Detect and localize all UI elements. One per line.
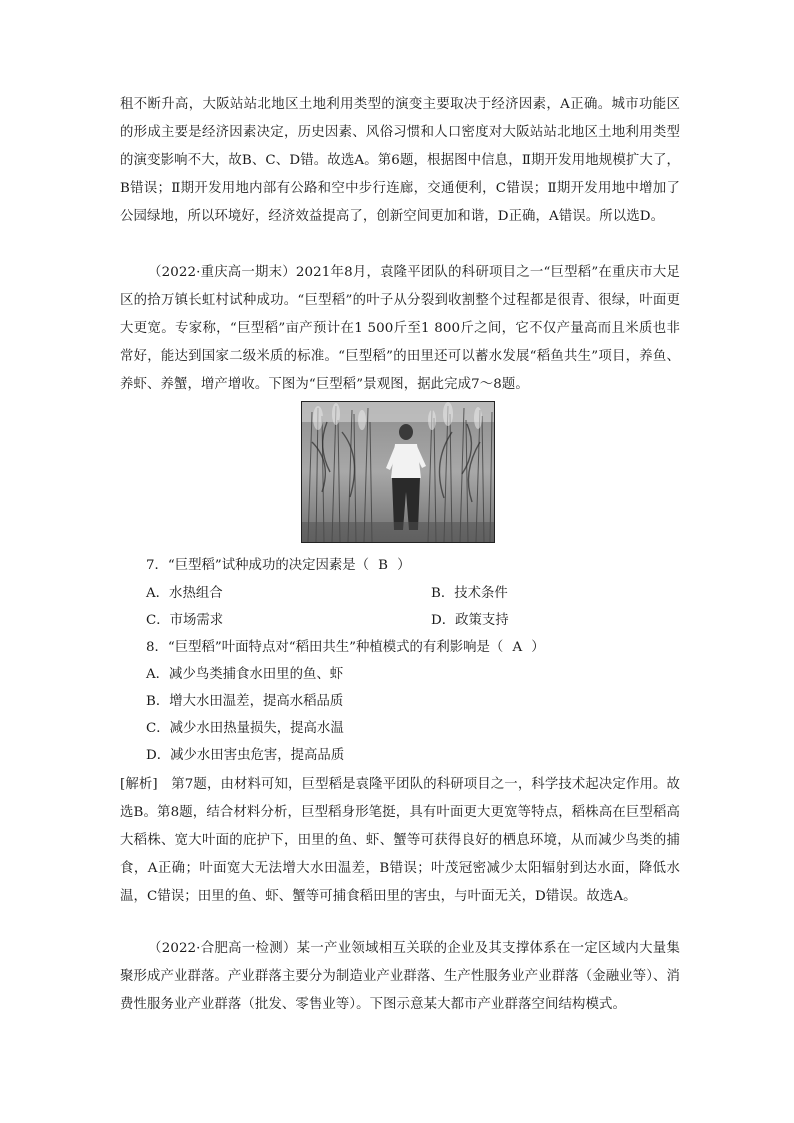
analysis-text: 第7题，由材料可知，巨型稻是袁隆平团队的科研项目之一，科学技术起决定作用。故选B。第8题，结合材料分析，巨型稻身形笔挺，具有叶面更大更宽等特点，稻株高在巨型稻高大稻株、宽大叶面的庇护下，田里的鱼、虾、蟹等可获得良好的栖息环境，从而减少鸟类的捕食，A正确；叶面宽大无法增大水田温差，B错误；叶茂冠密减少太阳辐射到达水面，降低水温，C错误；田里的鱼、虾、蟹等可捕食稻田里的害虫，与叶面无关，D错误。故选A。 bbox=[120, 777, 680, 904]
question-8-answer: A bbox=[512, 640, 523, 655]
paragraph-material-rice: （2022·重庆高一期末）2021年8月，袁隆平团队的科研项目之一“巨型稻”在重庆市大足区的拾万镇长虹村试种成功。“巨型稻”的叶子从分裂到收割整个过程都是很青、很绿，叶面更大更宽。专家称，“巨型稻”亩产预计在1 500斤至1 800斤之间，它不仅产量高而且米质也非常好，能达到国家二级米质的标准。“巨型稻”的田里还可以蓄水发展“稻鱼共生”项目，养鱼、养虾、养蟹，增产增收。下图为“巨型稻”景观图，据此完成7～8题。 bbox=[120, 265, 680, 392]
q7-option-d: D．政策支持 bbox=[431, 613, 509, 628]
giant-rice-photo bbox=[301, 401, 495, 543]
question-7 bbox=[146, 552, 410, 580]
q8-option-c: C．减少水田热量损失，提高水温 bbox=[146, 721, 344, 736]
q8-option-b: B．增大水田温差，提高水稻品质 bbox=[146, 694, 344, 709]
paragraph-continuation: 租不断升高，大阪站站北地区土地利用类型的演变主要取决于经济因素，A正确。城市功能区的形成主要是经济因素决定，历史因素、风俗习惯和人口密度对大阪站站北地区土地利用类型的演变影响不大，故B、C、D错。故选A。第6题，根据图中信息，Ⅱ期开发用地规模扩大了，B错误；Ⅱ期开发用地内部有公路和空中步行连廊，交通便利，C错误；Ⅱ期开发用地中增加了公园绿地，所以环境好，经济效益提高了，创新空间更加和谐，D正确，A错误。所以选D。 bbox=[120, 97, 680, 224]
q8-option-d: D．减少水田害虫危害，提高品质 bbox=[146, 748, 345, 763]
q7-option-b: B．技术条件 bbox=[431, 586, 508, 601]
giant-rice-field-photo-icon bbox=[302, 402, 494, 542]
q7-option-c: C．市场需求 bbox=[146, 613, 224, 628]
question-8-stem: 8．“巨型稻”叶面特点对“稻田共生”种植模式的有利影响是（ bbox=[146, 640, 504, 655]
analysis-label: [解析] bbox=[120, 777, 158, 792]
question-8-close: ） bbox=[531, 640, 545, 655]
question-7-close: ） bbox=[397, 558, 411, 573]
question-7-stem: 7．“巨型稻”试种成功的决定因素是（ bbox=[146, 558, 370, 573]
q7-option-a: A．水热组合 bbox=[146, 586, 223, 601]
question-8 bbox=[146, 634, 545, 662]
question-7-answer: B bbox=[378, 558, 388, 573]
analysis-paragraph bbox=[120, 771, 680, 911]
paragraph-material-industry: （2022·合肥高一检测）某一产业领域相互关联的企业及其支撑体系在一定区域内大量集聚形成产业群落。产业群落主要分为制造业产业群落、生产性服务业产业群落（金融业等）、消费性服务业产业群落（批发、零售业等）。下图示意某大都市产业群落空间结构模式。 bbox=[120, 941, 680, 1012]
q8-option-a: A．减少鸟类捕食水田里的鱼、虾 bbox=[146, 667, 344, 682]
